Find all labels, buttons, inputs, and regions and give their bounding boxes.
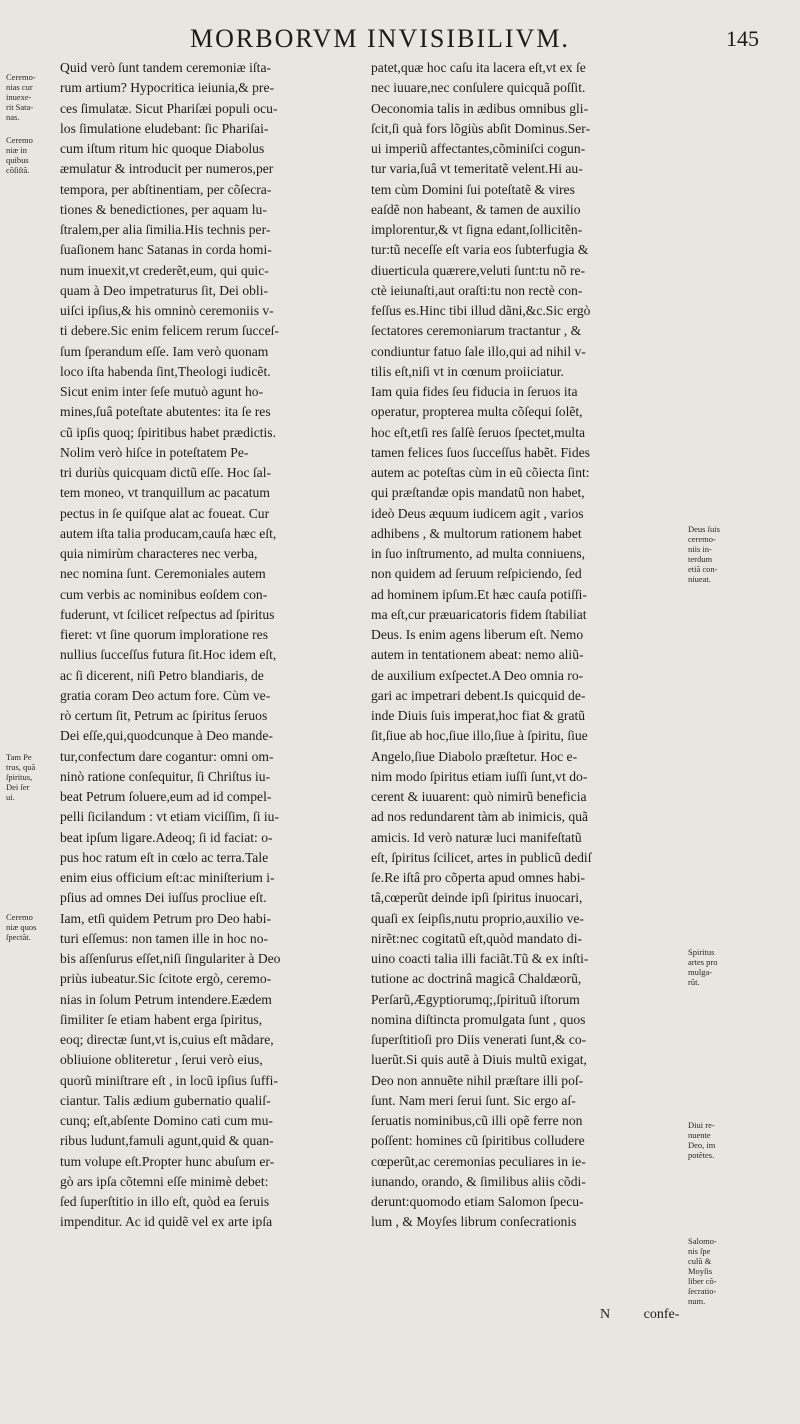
text-line: autem in tentationem abeat: nemo aliũ- bbox=[371, 647, 584, 663]
text-line: cũ ipſis quoq; ſpiritibus habet prædictis. bbox=[60, 424, 276, 440]
margin-note-left bbox=[6, 912, 50, 942]
text-line: ninò ratione conſequitur, ſi Chriſtus iu- bbox=[60, 768, 271, 784]
margin-note-line: culũ & bbox=[688, 1256, 712, 1266]
page-number: 145 bbox=[726, 26, 759, 51]
margin-note-line: Deus ſuis bbox=[688, 524, 720, 534]
text-line: autem ac poteſtas cùm in eũ cõiecta ſint: bbox=[371, 465, 590, 480]
text-line: iunando, orando, & ſimilibus aliis cõdi- bbox=[371, 1173, 586, 1189]
text-line: cerent & iuuarent: quò nimirũ beneficia bbox=[371, 789, 587, 804]
margin-note-line: rũt. bbox=[688, 977, 700, 987]
margin-note-line: Deo, im bbox=[688, 1140, 716, 1150]
text-line: tur varia,ſuâ vt temeritatẽ velent.Hi au- bbox=[371, 161, 583, 177]
margin-note-line: niueat. bbox=[688, 574, 711, 584]
text-line: æmulatur & introducit per numeros,per bbox=[60, 161, 274, 177]
text-line: quorũ miniſtrare eſt , in locũ ipſius ſuffi- bbox=[60, 1072, 278, 1088]
text-line: uiſci ipſius,& his omninò ceremoniis v- bbox=[60, 303, 274, 318]
text-line: Nolim verò hiſce in poteſtatem Pe- bbox=[60, 444, 249, 460]
text-line: tilis eſt,niſi vt in cœnum proiiciatur. bbox=[371, 363, 564, 379]
text-line: autem iſta talia producam,cauſa hæc eſt, bbox=[60, 525, 277, 541]
text-line: quia nimirùm characteres nec verba, bbox=[60, 546, 258, 561]
margin-note-line: ſpectãt. bbox=[6, 932, 31, 942]
text-line: ti debere.Sic enim felicem rerum ſucceſ- bbox=[60, 323, 279, 339]
text-line: turi eſſemus: non tamen ille in hoc no- bbox=[60, 930, 269, 946]
text-line: tur,confectum dare cogantur: omni om- bbox=[60, 748, 274, 764]
margin-note-line: nuente bbox=[688, 1130, 711, 1140]
text-line: operatur, propterea multa cõſequi ſolẽt, bbox=[371, 404, 583, 420]
text-line: Angelo,ſiue Diabolo præſtetur. Hoc e- bbox=[371, 748, 578, 764]
text-line: ctè ieiunaſti,aut oraſti:tu non rectè con- bbox=[371, 282, 583, 298]
text-line: tempora, per abſtinentiam, per cõſecra- bbox=[60, 181, 272, 197]
margin-note-left bbox=[6, 752, 50, 802]
text-line: eoq; directæ ſunt,vt is,cuius eſt mãdare, bbox=[60, 1032, 274, 1047]
text-line: fuderunt, vt ſcilicet reſpectus ad ſpiritus bbox=[60, 606, 275, 622]
text-line: ſeruatis nominibus,cũ illi opẽ ferre non bbox=[371, 1113, 583, 1128]
page-header bbox=[0, 22, 800, 54]
text-line: Sicut enim inter ſeſe mutuò agunt ho- bbox=[60, 384, 264, 399]
text-line: gò ars ipſa cõtemni eſſe minimè debet: bbox=[60, 1173, 269, 1189]
margin-note-line: Ceremo- bbox=[6, 72, 36, 82]
margin-note-line: cõſiſtã. bbox=[6, 165, 30, 175]
text-line: nec nomina ſunt. Ceremoniales autem bbox=[60, 566, 266, 582]
margin-note-right bbox=[688, 947, 744, 987]
margin-note-line: Ceremo bbox=[6, 135, 33, 145]
text-line: ſed ſuperſtitio in illo eſt, quòd ea ſeruis bbox=[60, 1194, 270, 1209]
text-line: bis aſſenſurus eſſet,niſi ſingulariter à Deo bbox=[60, 951, 281, 966]
text-line: fieret: vt ſine quorum imploratione res bbox=[60, 627, 269, 642]
text-line: num inuexit,vt crederẽt,eum, qui quic- bbox=[60, 262, 269, 278]
text-line: tamen felices ſuos ſucceſſus habẽt. Fides bbox=[371, 444, 590, 460]
text-line: ſuperſtitioſi pro Diis venerati ſunt,& co- bbox=[371, 1032, 587, 1047]
text-line: ribus ludunt,famuli agunt,quid & quan- bbox=[60, 1133, 274, 1149]
text-line: nirẽt:nec cogitatũ eſt,quòd mandato di- bbox=[371, 930, 583, 946]
text-line: qui præſtandæ opis mandatũ non habet, bbox=[371, 485, 585, 501]
text-line: eaſdẽ non habeant, & tamen de auxilio bbox=[371, 201, 581, 217]
text-line: gari ac impetrari debent.Is quicquid de- bbox=[371, 687, 586, 703]
catchword: confe- bbox=[643, 1307, 680, 1322]
margin-note-line: niis in- bbox=[688, 544, 712, 554]
margin-note-right bbox=[688, 1120, 744, 1160]
text-line: Perſarũ,Ægyptiorumq;,ſpirituũ iſtorum bbox=[371, 991, 580, 1007]
text-line: Deus. Is enim agens liberum eſt. Nemo bbox=[371, 627, 584, 642]
margin-note-right bbox=[688, 1236, 744, 1306]
left-text-column bbox=[60, 58, 362, 1233]
text-line: nim modo ſpiritus etiam iuſſi ſunt,vt do- bbox=[371, 768, 588, 784]
text-line: tiones & benedictiones, per aquam lu- bbox=[60, 201, 267, 217]
text-line: ideò Deus æquum iudicem agit , varios bbox=[371, 505, 584, 521]
margin-note-line: potẽtes. bbox=[688, 1150, 715, 1160]
text-line: amicis. Id verò naturæ luci manifeſtatũ bbox=[371, 829, 582, 845]
text-line: los ſimulatione eludebant: ſic Phariſai- bbox=[60, 120, 269, 136]
text-line: tri duriùs quicquam dictũ eſſe. Hoc ſal- bbox=[60, 465, 272, 480]
margin-note-line: terdum bbox=[688, 554, 713, 564]
text-line: tum volupe eſt.Propter hunc abuſum er- bbox=[60, 1153, 275, 1169]
text-line: condiuntur fatuo ſale illo,qui ad nihil v- bbox=[371, 343, 586, 359]
text-line: tem cùm Domini ſui poteſtatẽ & vires bbox=[371, 181, 575, 197]
text-line: cunq; eſt,abſente Domino cati cum mu- bbox=[60, 1113, 273, 1128]
text-line: enim eius officium eſt:ac miniſterium i- bbox=[60, 870, 275, 885]
margin-note-line: num. bbox=[688, 1296, 706, 1306]
margin-note-line: nias cur bbox=[6, 82, 33, 92]
text-line: ac ſi dicerent, niſi Petro blandiaris, de bbox=[60, 667, 264, 683]
text-line: Iam, etſi quidem Petrum pro Deo habi- bbox=[60, 910, 272, 926]
margin-note-line: ſpiritus, bbox=[6, 772, 33, 782]
text-line: ſum ſperandum eſſe. Iam verò quonam bbox=[60, 343, 269, 359]
text-line: obliuione obliteretur , ſerui verò eius, bbox=[60, 1052, 263, 1068]
text-line: ad hominem ipſum.Et hæc cauſa potiſſi- bbox=[371, 586, 587, 602]
margin-note-line: rit Sata- bbox=[6, 102, 34, 112]
text-line: nec iuuare,nec conſulere quicquã poſſit. bbox=[371, 80, 586, 96]
margin-note-line: Spiritus bbox=[688, 947, 715, 957]
text-line: pus hoc ratum eſt in cœlo ac terra.Tale bbox=[60, 849, 269, 865]
text-line: ſimiliter ſe etiam habent erga ſpiritus, bbox=[60, 1011, 263, 1027]
text-line: luerũt.Si quis autẽ à Diuis multũ exigat, bbox=[371, 1052, 587, 1068]
text-line: diuerticula quærere,veluti ſunt:tu nõ re- bbox=[371, 262, 586, 278]
signature-mark: N bbox=[600, 1307, 611, 1322]
text-line: adhibens , & multorum rationem habet bbox=[371, 525, 582, 541]
margin-note-line: niæ quos bbox=[6, 922, 37, 932]
text-line: ſtralem,per alia ſimilia.His technis per- bbox=[60, 222, 271, 237]
text-line: ſe.Re iſtâ pro cõperta apud omnes habi- bbox=[371, 870, 586, 885]
margin-note-left bbox=[6, 135, 50, 175]
margin-note-line: Dei ſer bbox=[6, 782, 30, 792]
margin-note-line: ſecratio- bbox=[688, 1286, 717, 1296]
text-line: pectus in ſe quiſque alat ac foueat. Cur bbox=[60, 505, 270, 521]
text-line: de auxilium exſpectet.A Deo omnia ro- bbox=[371, 667, 584, 683]
text-line: ſunt. Nam meri ſerui ſunt. Sic ergo aſ- bbox=[371, 1092, 576, 1108]
text-line: ſuaſionem hanc Satanas in corda homi- bbox=[60, 242, 272, 258]
margin-note-line: etiã con- bbox=[688, 564, 718, 574]
text-line: hoc eſt,etſi res ſalſè ſeruos ſpectet,multa bbox=[371, 424, 586, 440]
margin-note-line: artes pro bbox=[688, 957, 718, 967]
margin-note-line: nis ſpe bbox=[688, 1246, 711, 1256]
text-line: mines,ſuâ poteſtate abutentes: ita ſe res bbox=[60, 404, 271, 420]
text-line: Oeconomia talis in ædibus omnibus gli- bbox=[371, 100, 589, 116]
text-line: Iam quia fides ſeu fiducia in ſeruos ita bbox=[371, 384, 578, 399]
text-line: impenditur. Ac id quidẽ vel ex arte ipſa bbox=[60, 1214, 273, 1230]
text-line: quam à Deo impetraturus ſit, Dei obli- bbox=[60, 282, 269, 298]
text-line: rum artium? Hypocritica ieiunia,& pre- bbox=[60, 80, 275, 96]
text-line: ſectatores ceremoniarum tractantur , & bbox=[371, 323, 582, 339]
right-text-column bbox=[371, 58, 682, 1233]
text-line: ſcit,ſi quà fors lõgiùs abſit Dominus.Ser- bbox=[371, 120, 591, 136]
margin-note-line: ui. bbox=[6, 792, 15, 802]
text-line: non quidem ad ſeruum reſpiciendo, ſed bbox=[371, 566, 582, 582]
text-line: derunt:quomodo etiam Salomon ſpecu- bbox=[371, 1194, 584, 1209]
text-line: pelli ſicilandum : vt etiam viciſſim, ſi iu- bbox=[60, 809, 279, 825]
text-line: eſt, ſpiritus ſcilicet, artes in publicũ dediſ bbox=[371, 849, 592, 865]
margin-note-line: Diui re- bbox=[688, 1120, 715, 1130]
text-line: priùs iubeatur.Sic ſcitote ergò, ceremo- bbox=[60, 971, 272, 987]
text-line: feſſus es.Hinc tibi illud dãni,&c.Sic ergò bbox=[371, 303, 591, 318]
text-line: beat ipſum ligare.Adeoq; ſi id faciat: o- bbox=[60, 829, 273, 845]
text-line: tâ,cœperũt deinde ipſi ſpiritus inuocari, bbox=[371, 890, 583, 906]
text-line: lum , & Moyſes librum conſecrationis bbox=[371, 1214, 577, 1230]
margin-note-line: Ceremo bbox=[6, 912, 33, 922]
text-line: patet,quæ hoc caſu ita lacera eſt,vt ex ſe bbox=[371, 60, 586, 75]
margin-note-line: quibus bbox=[6, 155, 29, 165]
text-line: quaſi ex ſeipſis,nutu proprio,auxilio ve- bbox=[371, 910, 584, 926]
text-line: Quid verò ſunt tandem ceremoniæ iſta- bbox=[60, 60, 272, 75]
text-line: beat Petrum ſoluere,eum ad id compel- bbox=[60, 789, 272, 804]
text-line: nias in ſolum Petrum intendere.Eædem bbox=[60, 991, 272, 1007]
margin-note-line: Salomo- bbox=[688, 1236, 717, 1246]
text-line: ui imperiũ affectantes,cõminiſci cogun- bbox=[371, 141, 586, 156]
text-line: loco iſta habenda ſint,Theologi iudicẽt. bbox=[60, 363, 271, 379]
text-line: rò certum ſit, Petrum ac ſpiritus ſeruos bbox=[60, 708, 268, 723]
margin-note-line: Tam Pe bbox=[6, 752, 32, 762]
text-line: ces ſimulatæ. Sicut Phariſæi populi ocu- bbox=[60, 100, 278, 116]
text-line: inde Diuis ſuis imperat,hoc fiat & gratũ bbox=[371, 708, 586, 723]
page-footer bbox=[600, 1307, 679, 1323]
text-line: tur:tũ neceſſe eſt varia eos ſubterfugia & bbox=[371, 242, 589, 258]
running-title: MORBORVM INVISIBILIVM. bbox=[190, 24, 570, 53]
text-line: pſius ad omnes Dei iuſſus procliue eſt. bbox=[60, 890, 267, 906]
text-line: gratia coram Deo actum fore. Cùm ve- bbox=[60, 687, 271, 703]
text-line: Dei eſſe,qui,quodcunque à Deo mande- bbox=[60, 728, 273, 744]
text-line: cœperũt,ac ceremonias peculiares in ie- bbox=[371, 1153, 586, 1169]
text-line: poſſent: homines cũ ſpiritibus colludere bbox=[371, 1133, 585, 1149]
text-line: ad nos redundarent tàm ab inimicis, quã bbox=[371, 809, 589, 825]
margin-note-line: nas. bbox=[6, 112, 20, 122]
margin-note-line: niæ in bbox=[6, 145, 28, 155]
text-line: implorentur,& vt ſigna edant,ſollicitẽn- bbox=[371, 222, 583, 237]
text-line: tem moneo, vt tranquillum ac pacatum bbox=[60, 485, 270, 501]
margin-note-line: mulga- bbox=[688, 967, 713, 977]
text-line: cum iſtum ritum hic quoque Diabolus bbox=[60, 141, 265, 156]
text-line: ma eſt,cur præuaricatoris fidem ſtabiliat bbox=[371, 606, 587, 622]
margin-note-line: inuexe- bbox=[6, 92, 32, 102]
margin-note-line: trus, quã bbox=[6, 762, 36, 772]
text-line: ciantur. Talis ædium gubernatio qualiſ- bbox=[60, 1092, 271, 1108]
text-line: tutione ac doctrinâ magicâ Chaldæorũ, bbox=[371, 971, 582, 987]
text-line: nomina diſtincta promulgata ſunt , quos bbox=[371, 1011, 586, 1027]
margin-note-line: liber cõ- bbox=[688, 1276, 717, 1286]
text-line: cum verbis ac nominibus eoſdem con- bbox=[60, 586, 268, 602]
margin-note-left bbox=[6, 72, 50, 122]
text-line: Deo non annuẽte nihil præſtare illi poſ- bbox=[371, 1072, 584, 1088]
margin-note-right bbox=[688, 524, 744, 584]
text-line: in ſuo inſtrumento, ad multa conniuens, bbox=[371, 546, 586, 561]
margin-note-line: ceremo- bbox=[688, 534, 716, 544]
text-line: ſit,ſiue ab hoc,ſiue illo,ſiue à ſpiritu, ſiue bbox=[371, 728, 588, 744]
text-line: uino coacti talia illi faciãt.Tũ & ex inſti- bbox=[371, 951, 589, 966]
margin-note-line: Moyſis bbox=[688, 1266, 713, 1276]
text-line: nullius ſucceſſus futura ſit.Hoc idem eſt, bbox=[60, 647, 277, 663]
